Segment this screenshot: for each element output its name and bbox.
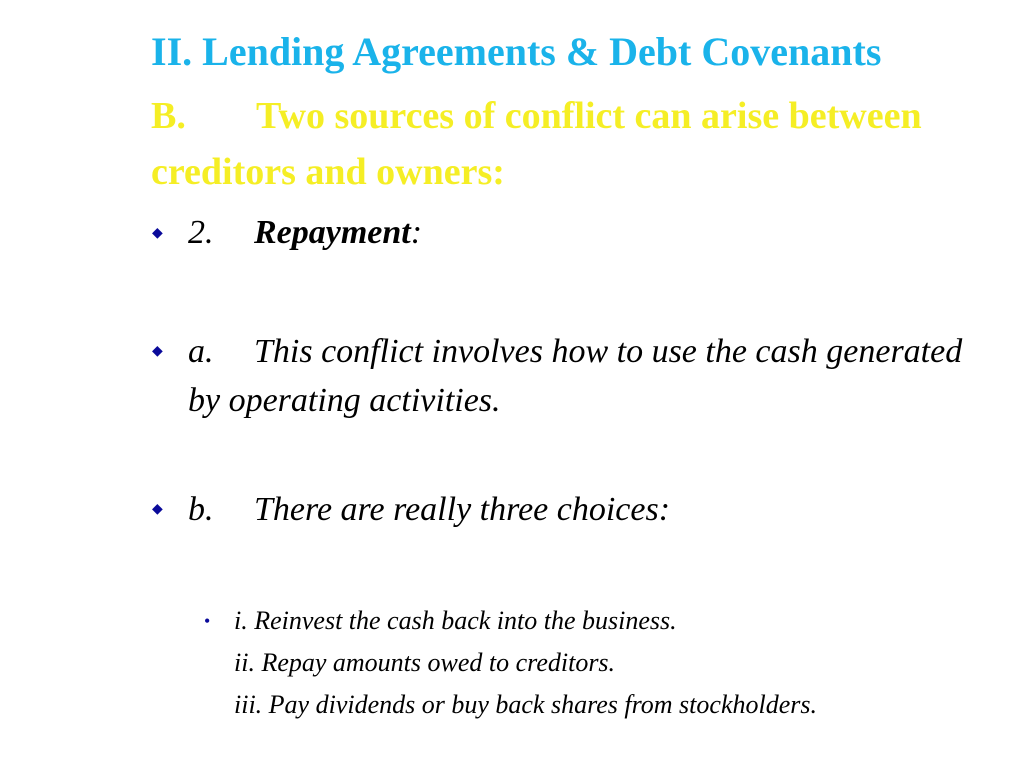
diamond-bullet-icon: ◆ — [152, 502, 163, 517]
slide-title: II. Lending Agreements & Debt Covenants — [151, 29, 882, 74]
slide-subtitle — [151, 88, 971, 200]
list-item-text: There are really three choices: — [254, 491, 671, 528]
list-item-heading: Repayment — [254, 214, 411, 251]
sub-list-item: i. Reinvest the cash back into the business. — [234, 606, 677, 635]
list-item-b — [188, 485, 978, 534]
diamond-bullet-icon: ◆ — [152, 226, 163, 241]
diamond-bullet-icon: ◆ — [152, 344, 163, 359]
sub-list-item: iii. Pay dividends or buy back shares from stockholders. — [234, 690, 817, 719]
list-item-number: a. — [188, 333, 214, 370]
subtitle-label: B. — [151, 95, 186, 137]
sub-list — [234, 600, 817, 726]
sub-list-item: ii. Repay amounts owed to creditors. — [234, 648, 616, 677]
list-item-a — [188, 327, 978, 425]
list-item-text: This conflict involves how to use the cash generated by operating activities. — [188, 333, 963, 419]
round-bullet-icon: • — [204, 611, 211, 631]
list-item-number: b. — [188, 491, 214, 528]
list-item-repayment — [188, 208, 978, 257]
subtitle-text: Two sources of conflict can arise between creditors and owners: — [151, 95, 922, 193]
list-item-suffix: : — [410, 214, 423, 251]
list-item-number: 2. — [188, 214, 214, 251]
